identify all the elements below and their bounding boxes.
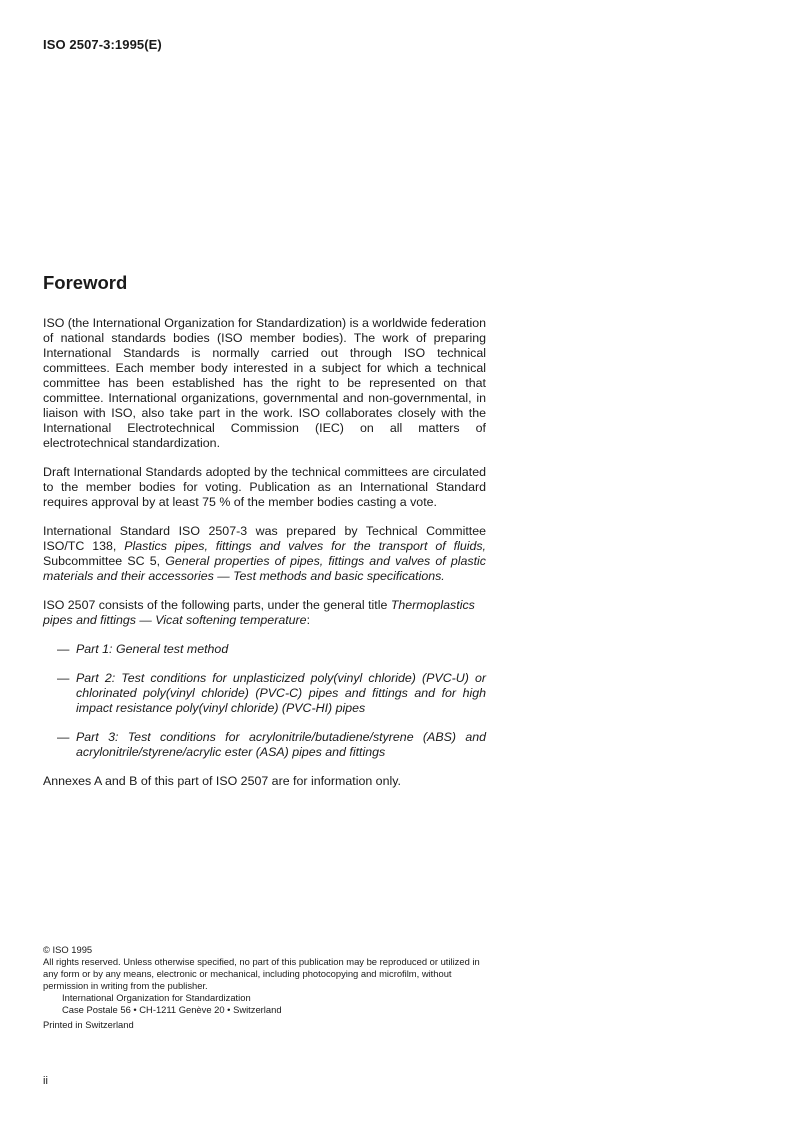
paragraph-prepared-by	[43, 524, 486, 584]
general-title: Thermoplastics pipes and fittings — Vicat softening temperature	[43, 598, 475, 627]
parts-intro-text-c: :	[306, 613, 311, 627]
dash-marker: —	[57, 730, 70, 744]
organization-name: International Organization for Standardization	[62, 992, 251, 1003]
paragraph-draft-standards: Draft International Standards adopted by the technical committees are circulated to the member bodies for voting. Publication as an International Standard requires approval by at least 75 % of the member bodies casting a vote.	[43, 465, 486, 509]
committee-title: Plastics pipes, fittings and valves for the transport of fluids,	[124, 539, 487, 553]
list-item	[43, 642, 486, 657]
organization-address: Case Postale 56 • CH-1211 Genève 20 • Switzerland	[62, 1004, 282, 1015]
foreword-body	[43, 316, 486, 803]
paragraph-parts-intro	[43, 598, 486, 628]
list-item	[43, 730, 486, 760]
copyright-line: © ISO 1995	[43, 944, 93, 955]
dash-marker: —	[57, 671, 70, 685]
part-text: Part 2: Test conditions for unplasticized poly(vinyl chloride) (PVC-U) or chlorinated poly(vinyl chloride) (PVC-C) pipes and fittings and for high impact resistance poly(vinyl chloride) (PVC-HI) pipes	[76, 671, 486, 715]
prepared-by-text-a: International Standard ISO 2507-3 was prepared by Technical Committee ISO/TC 138,	[43, 524, 486, 553]
page-number: ii	[43, 1075, 48, 1087]
part-text: Part 3: Test conditions for acrylonitrile/butadiene/styrene (ABS) and acrylonitrile/styrene/acrylic ester (ASA) pipes and fittings	[76, 730, 486, 759]
rights-reserved-text: All rights reserved. Unless otherwise specified, no part of this publication may be reproduced or utilized in any form or by any means, electronic or mechanical, including photocopying and microfilm, without permission in writing from the publisher.	[43, 956, 480, 991]
paragraph-iso-intro: ISO (the International Organization for Standardization) is a worldwide federation of national standards bodies (ISO member bodies). The work of preparing International Standards is normally carried out through ISO technical committees. Each member body interested in a subject for which a technical committee has been established has the right to be represented on that committee. International organizations, governmental and non-governmental, in liaison with ISO, also take part in the work. ISO collaborates closely with the International Electrotechnical Commission (IEC) on all matters of electrotechnical standardization.	[43, 316, 486, 450]
prepared-by-text-c: Subcommittee SC 5,	[43, 554, 166, 568]
copyright-block	[43, 944, 488, 1031]
printed-in: Printed in Switzerland	[43, 1019, 134, 1030]
list-item	[43, 671, 486, 716]
paragraph-annexes: Annexes A and B of this part of ISO 2507 are for information only.	[43, 774, 401, 788]
parts-list	[43, 642, 486, 760]
parts-intro-text-a: ISO 2507 consists of the following parts, under the general title	[43, 598, 391, 612]
document-id: ISO 2507-3:1995(E)	[43, 37, 162, 52]
section-title: Foreword	[43, 272, 128, 293]
subcommittee-title: General properties of pipes, fittings and valves of plastic materials and their accessories — Test methods and basic specifications.	[43, 554, 486, 583]
part-text: Part 1: General test method	[76, 642, 229, 656]
dash-marker: —	[57, 642, 70, 656]
